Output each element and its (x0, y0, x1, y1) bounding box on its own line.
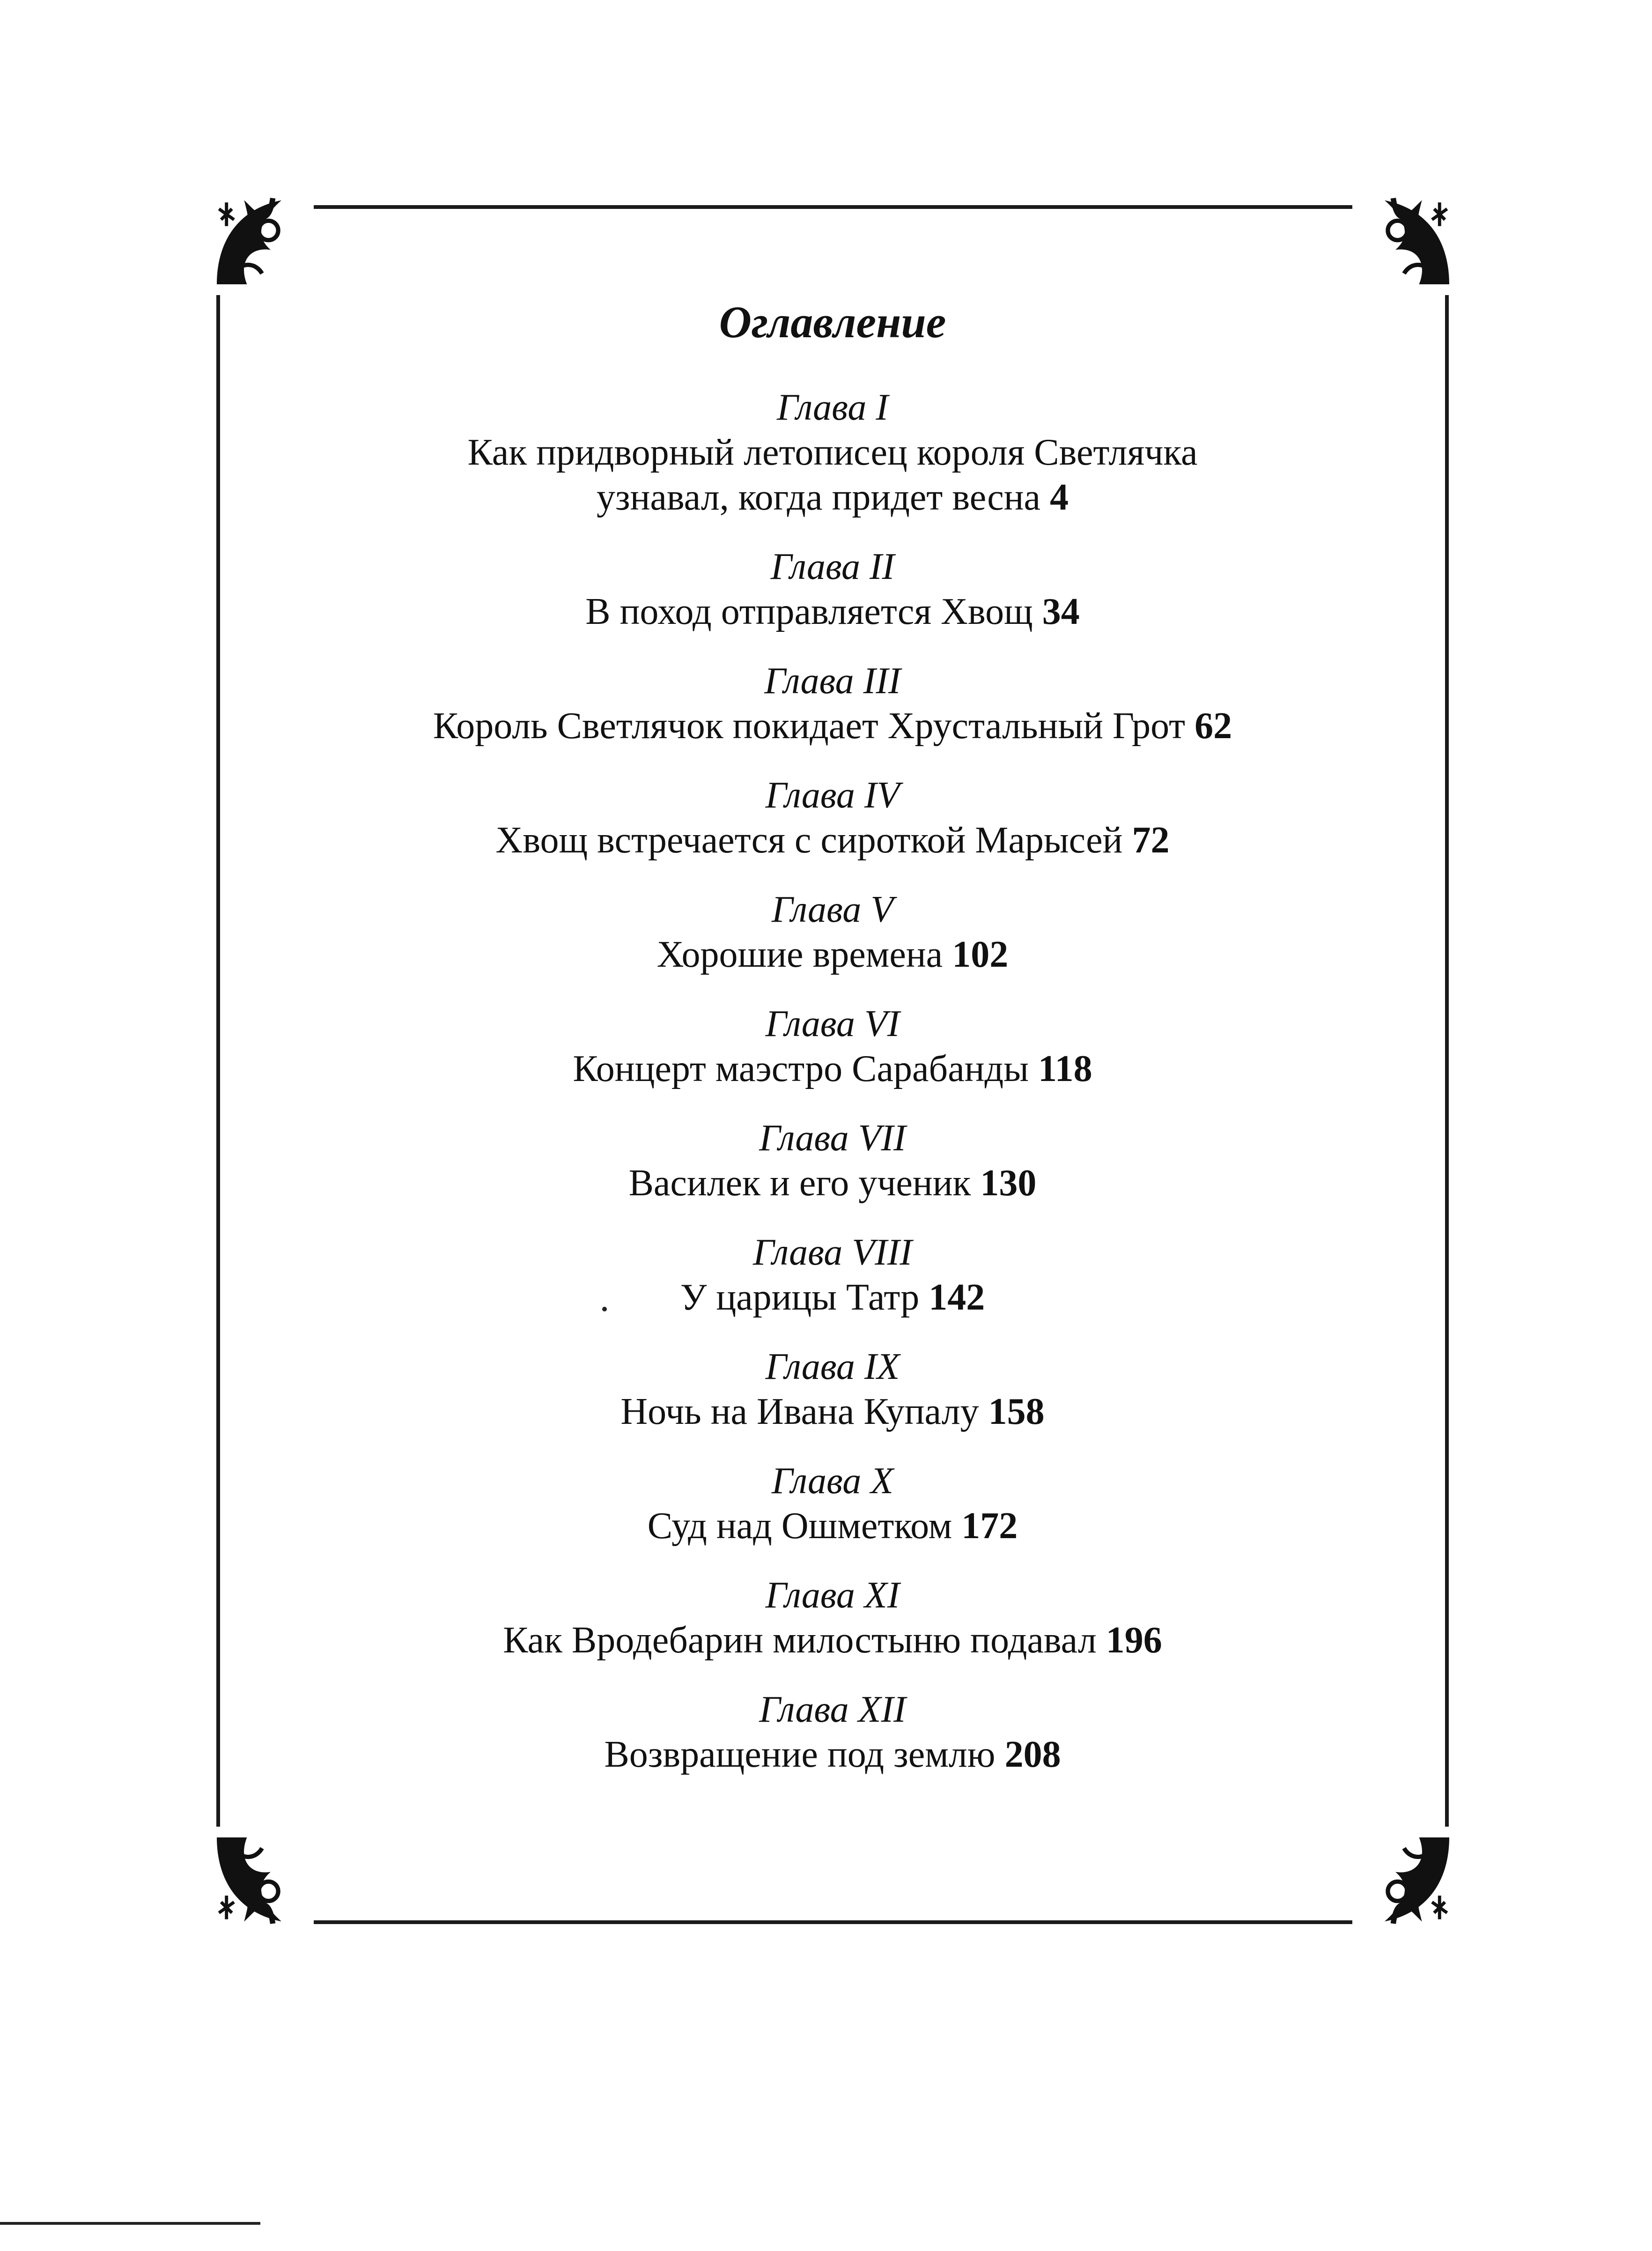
chapter-title (262, 475, 1403, 520)
toc-heading: Оглавление (719, 297, 946, 347)
fleur-scroll-icon (206, 1827, 314, 1934)
toc-entry[interactable] (262, 1344, 1403, 1434)
toc-entry[interactable] (262, 1459, 1403, 1548)
page-number: 142 (929, 1277, 985, 1318)
fleur-scroll-icon (206, 187, 314, 295)
table-of-contents (262, 297, 1403, 1801)
chapter-title (262, 1046, 1403, 1091)
toc-entry[interactable] (262, 544, 1403, 634)
toc-entry[interactable] (262, 659, 1403, 748)
chapter-label: Глава II (770, 546, 895, 587)
chapter-title-text: Суд над Ошметком (647, 1505, 952, 1547)
page-number: 158 (988, 1391, 1045, 1432)
corner-ornament-bottom-left (206, 1827, 314, 1934)
toc-entry[interactable] (262, 1230, 1403, 1320)
chapter-title-text: Василек и его ученик (628, 1163, 971, 1204)
chapter-title (262, 1161, 1403, 1206)
chapter-title-text: У царицы Татр (680, 1277, 920, 1318)
footnote-rule (0, 2222, 260, 2225)
page-number: 102 (952, 934, 1009, 975)
chapter-label: Глава XII (759, 1689, 906, 1730)
page-number: 62 (1195, 705, 1232, 747)
corner-ornament-bottom-right (1352, 1827, 1460, 1934)
chapter-title-text: Король Светлячок покидает Хрустальный Грот (433, 705, 1186, 747)
chapter-label: Глава VI (765, 1003, 900, 1044)
chapter-label: Глава XI (765, 1575, 900, 1616)
page-number: 196 (1106, 1620, 1162, 1661)
page-number: 130 (980, 1163, 1037, 1204)
chapter-title (262, 932, 1403, 977)
fleur-scroll-icon (1352, 187, 1460, 295)
toc-entry[interactable] (262, 887, 1403, 977)
chapter-title (262, 1275, 1403, 1320)
fleur-scroll-icon (1352, 1827, 1460, 1934)
chapter-label: Глава VIII (752, 1232, 913, 1273)
page-number: 118 (1038, 1048, 1092, 1089)
corner-ornament-top-right (1352, 187, 1460, 295)
page-number: 72 (1132, 820, 1170, 861)
chapter-title (262, 1389, 1403, 1434)
chapter-title-text: Возвращение под землю (604, 1734, 996, 1775)
chapter-title-text: В поход отправляется Хвощ (585, 591, 1033, 632)
chapter-label: Глава IV (765, 775, 900, 816)
chapter-label: Глава X (771, 1460, 894, 1502)
chapter-title (262, 1732, 1403, 1777)
toc-entries (262, 385, 1403, 1777)
page-number: 4 (1050, 477, 1069, 518)
chapter-title (262, 430, 1403, 475)
toc-entry[interactable] (262, 1687, 1403, 1777)
chapter-label: Глава V (771, 889, 894, 930)
chapter-title-text: Хвощ встречается с сироткой Марысей (495, 820, 1123, 861)
chapter-title-text: Ночь на Ивана Купалу (620, 1391, 979, 1432)
page-number: 208 (1004, 1734, 1061, 1775)
toc-entry[interactable] (262, 773, 1403, 863)
chapter-title (262, 703, 1403, 748)
chapter-title-text: Концерт маэстро Сарабанды (573, 1048, 1029, 1089)
chapter-label: Глава III (764, 660, 901, 702)
chapter-title (262, 818, 1403, 863)
chapter-label: Глава VII (759, 1118, 906, 1159)
toc-entry[interactable] (262, 1116, 1403, 1206)
chapter-title-text: узнавал, когда придет весна (596, 477, 1041, 518)
chapter-label: Глава IX (765, 1346, 900, 1387)
chapter-title (262, 1503, 1403, 1548)
print-speck (602, 1307, 607, 1311)
chapter-title-text: Хорошие времена (656, 934, 943, 975)
chapter-title-text: Как Вродебарин милостыню подавал (503, 1620, 1097, 1661)
chapter-title-text: Как придворный летописец короля Светлячка (467, 432, 1198, 473)
chapter-label: Глава I (777, 387, 888, 428)
page-number: 34 (1042, 591, 1080, 632)
toc-entry[interactable] (262, 1573, 1403, 1663)
corner-ornament-top-left (206, 187, 314, 295)
page-number: 172 (961, 1505, 1018, 1547)
toc-entry[interactable] (262, 385, 1403, 520)
chapter-title (262, 589, 1403, 634)
toc-entry[interactable] (262, 1001, 1403, 1091)
chapter-title (262, 1618, 1403, 1663)
